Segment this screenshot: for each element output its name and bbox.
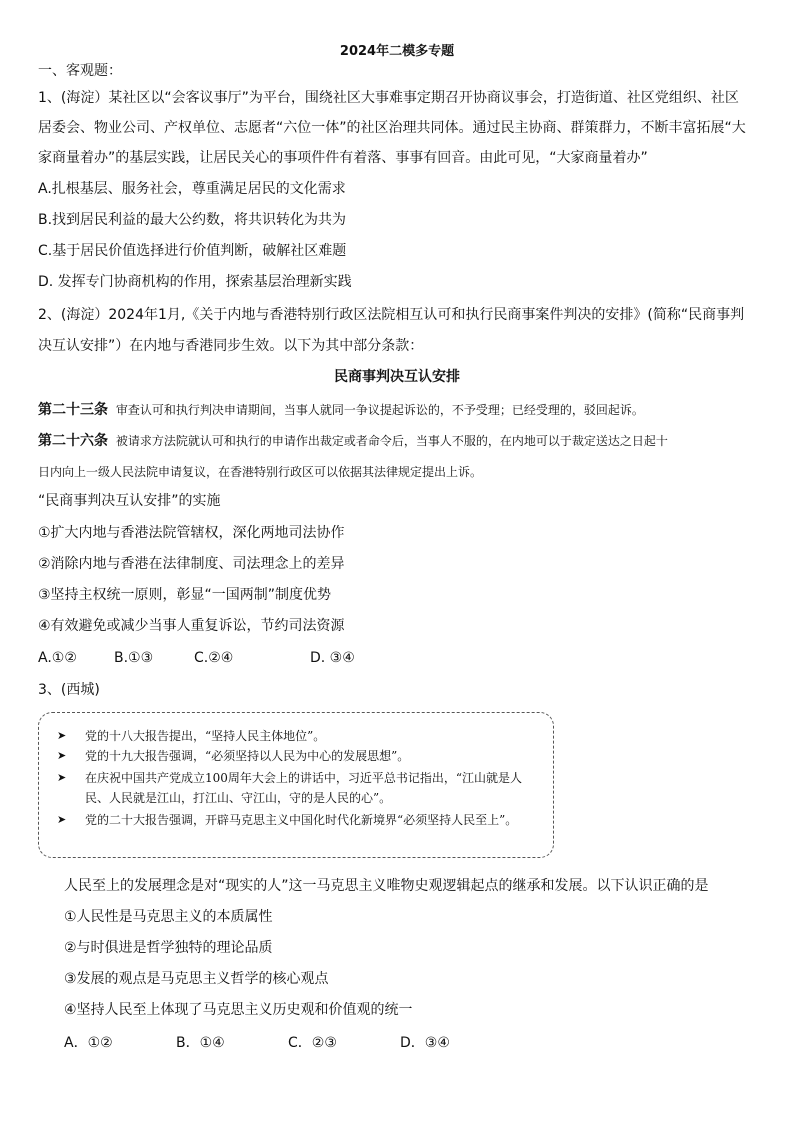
q3-choice-d: D．③④ bbox=[400, 1035, 450, 1051]
q1-line-1: 1、(海淀）某社区以“会客议事厅”为平台，围绕社区大事难事定期召开协商议事会，打造街道、社区党组织、社区 bbox=[38, 90, 739, 106]
bullet-arrow-icon: ➤ bbox=[57, 749, 67, 762]
quote-1: 党的十八大报告提出，“坚持人民主体地位”。 bbox=[85, 729, 326, 743]
bullet-arrow-icon: ➤ bbox=[57, 771, 67, 784]
q3-choices bbox=[64, 1034, 450, 1052]
q1-option-a: A.扎根基层、服务社会，尊重满足居民的文化需求 bbox=[38, 181, 346, 197]
article-23-label: 第二十三条 bbox=[38, 402, 108, 418]
article-23-text: 审查认可和执行判决申请期间，当事人就同一争议提起诉讼的，不予受理；已经受理的，驳回起诉。 bbox=[115, 403, 644, 417]
q2-line-1: 2、(海淀）2024年1月,《关于内地与香港特别行政区法院相互认可和执行民商事案件判决的安排》(简称“民商事判 bbox=[38, 307, 745, 323]
article-26-text-cont: 日内向上一级人民法院申请复议，在香港特别行政区可以依据其法律规定提出上诉。 bbox=[38, 465, 483, 479]
q2-doc-title: 民商事判决互认安排 bbox=[334, 369, 460, 385]
q3-item-1: ①人民性是马克思主义的本质属性 bbox=[64, 909, 273, 925]
q2-article-26 bbox=[38, 432, 668, 450]
q1-line-2: 居委会、物业公司、产权单位、志愿者“六位一体”的社区治理共同体。通过民主协商、群策群力，不断丰富拓展“大 bbox=[38, 120, 746, 136]
q2-stem: “民商事判决互认安排”的实施 bbox=[38, 493, 221, 509]
q1-line-3: 家商量着办”的基层实践，让居民关心的事项件件有着落、事事有回音。由此可见，“大家商量着办” bbox=[38, 150, 648, 166]
q2-article-23 bbox=[38, 401, 644, 419]
section-heading: 一、客观题： bbox=[38, 63, 122, 79]
q3-stem: 人民至上的发展理念是对“现实的人”这一马克思主义唯物史观逻辑起点的继承和发展。以下认识正确的是 bbox=[64, 878, 709, 894]
q2-item-2: ②消除内地与香港在法律制度、司法理念上的差异 bbox=[38, 556, 345, 572]
q1-option-b: B.找到居民利益的最大公约数，将共识转化为共为 bbox=[38, 212, 347, 228]
quote-2: 党的十九大报告强调，“必须坚持以人民为中心的发展思想”。 bbox=[85, 749, 410, 763]
q3-item-2: ②与时俱进是哲学独特的理论品质 bbox=[64, 940, 273, 956]
q2-choice-b: B.①③ bbox=[114, 650, 154, 666]
quote-3: 在庆祝中国共产党成立100周年大会上的讲话中，习近平总书记指出，“江山就是人民、人民就是江山，打江山、守江山，守的是人民的心”。 bbox=[85, 771, 523, 805]
q2-choice-c: C.②④ bbox=[194, 650, 234, 666]
q3-choice-b: B．①④ bbox=[176, 1035, 225, 1051]
q2-choice-a: A.①② bbox=[38, 650, 77, 666]
q2-item-1: ①扩大内地与香港法院管辖权，深化两地司法协作 bbox=[38, 525, 345, 541]
article-26-label: 第二十六条 bbox=[38, 433, 108, 449]
bullet-arrow-icon: ➤ bbox=[57, 729, 67, 742]
page-title: 2024年二模多专题 bbox=[339, 44, 455, 59]
q3-item-3: ③发展的观点是马克思主义哲学的核心观点 bbox=[64, 971, 329, 987]
q2-item-4: ④有效避免或减少当事人重复诉讼，节约司法资源 bbox=[38, 618, 345, 634]
article-26-text: 被请求方法院就认可和执行的申请作出裁定或者命令后，当事人不服的，在内地可以于裁定送达之日起十 bbox=[115, 434, 668, 448]
q1-option-d: D. 发挥专门协商机构的作用，探索基层治理新实践 bbox=[38, 274, 352, 290]
q3-choice-a: A．①② bbox=[64, 1035, 113, 1051]
q1-option-c: C.基于居民价值选择进行价值判断，破解社区难题 bbox=[38, 243, 347, 259]
q2-line-2: 决互认安排”）在内地与香港同步生效。以下为其中部分条款： bbox=[38, 338, 424, 354]
q2-item-3: ③坚持主权统一原则，彰显“一国两制”制度优势 bbox=[38, 587, 332, 603]
bullet-arrow-icon: ➤ bbox=[57, 813, 67, 826]
q2-choice-d: D. ③④ bbox=[310, 650, 355, 666]
q2-choices bbox=[38, 649, 355, 667]
q3-choice-c: C．②③ bbox=[288, 1035, 337, 1051]
q3-label: 3、(西城) bbox=[38, 682, 100, 698]
q3-item-4: ④坚持人民至上体现了马克思主义历史观和价值观的统一 bbox=[64, 1002, 413, 1018]
quote-4: 党的二十大报告强调，开辟马克思主义中国化时代化新境界“必须坚持人民至上”。 bbox=[85, 813, 518, 827]
